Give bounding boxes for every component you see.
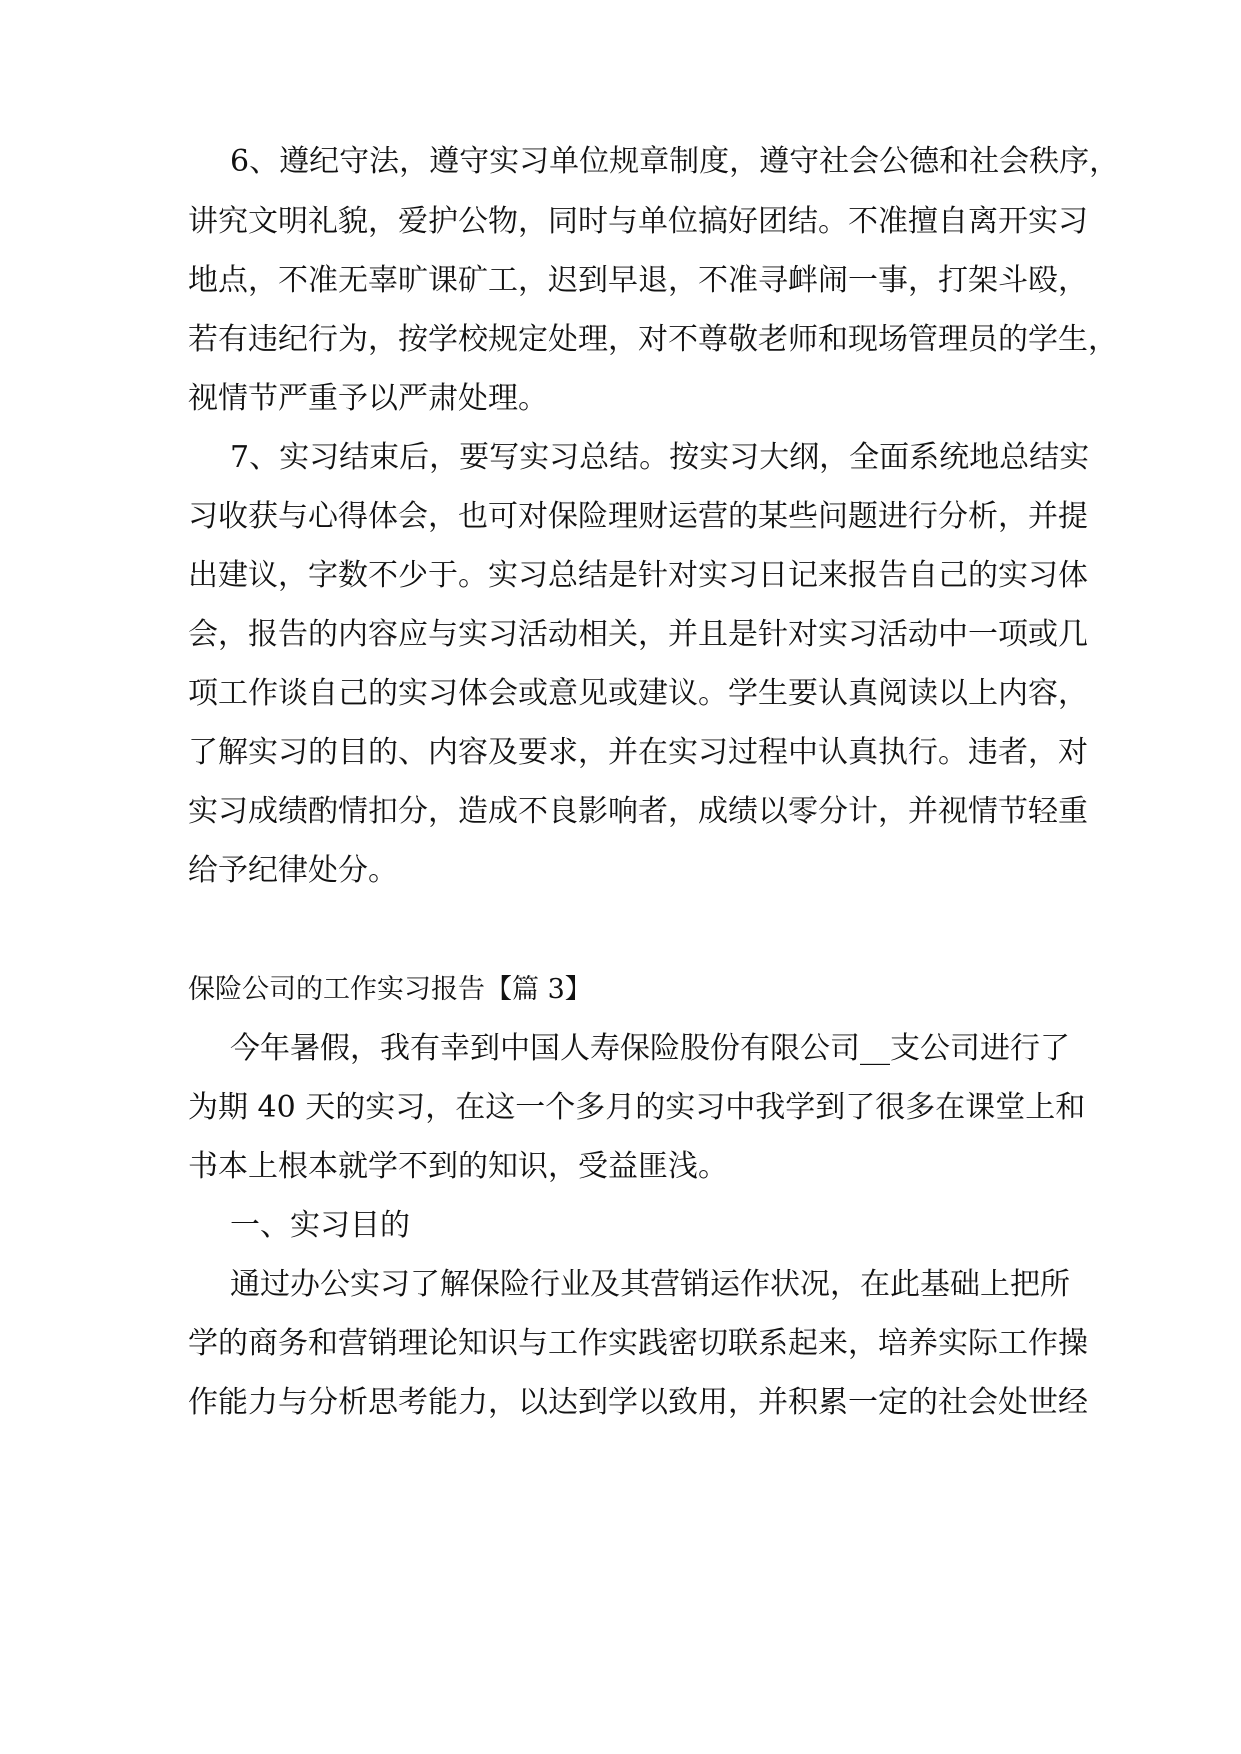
section-heading: 保险公司的工作实习报告【篇 3】 — [188, 974, 592, 1005]
intro-line-1: 今年暑假，我有幸到中国人寿保险股份有限公司__支公司进行了 — [230, 1031, 1070, 1066]
purpose-line-3: 作能力与分析思考能力，以达到学以致用，并积累一定的社会处世经 — [188, 1385, 1088, 1420]
paragraph-7-line-5: 项工作谈自己的实习体会或意见或建议。学生要认真阅读以上内容， — [188, 676, 1088, 711]
paragraph-7-line-8: 给予纪律处分。 — [188, 853, 398, 888]
purpose-line-1: 通过办公实习了解保险行业及其营销运作状况，在此基础上把所 — [230, 1267, 1070, 1302]
intro-line-2: 为期 40 天的实习，在这一个多月的实习中我学到了很多在课堂上和 — [188, 1090, 1086, 1125]
paragraph-7-line-2: 习收获与心得体会，也可对保险理财运营的某些问题进行分析，并提 — [188, 499, 1088, 534]
subheading-purpose: 一、实习目的 — [230, 1208, 410, 1243]
paragraph-7-line-1: 7、实习结束后，要写实习总结。按实习大纲，全面系统地总结实 — [230, 440, 1090, 475]
paragraph-6-line-4: 若有违纪行为，按学校规定处理，对不尊敬老师和现场管理员的学生， — [188, 322, 1118, 357]
paragraph-6-line-1: 6、遵纪守法，遵守实习单位规章制度，遵守社会公德和社会秩序， — [230, 144, 1120, 179]
paragraph-6-line-3: 地点，不准无辜旷课矿工，迟到早退，不准寻衅闹一事，打架斗殴， — [188, 263, 1088, 298]
paragraph-6-line-2: 讲究文明礼貌，爱护公物，同时与单位搞好团结。不准擅自离开实习 — [188, 204, 1088, 239]
paragraph-7-line-7: 实习成绩酌情扣分，造成不良影响者，成绩以零分计，并视情节轻重 — [188, 794, 1088, 829]
purpose-line-2: 学的商务和营销理论知识与工作实践密切联系起来，培养实际工作操 — [188, 1326, 1088, 1361]
paragraph-6-line-5: 视情节严重予以严肃处理。 — [188, 381, 548, 416]
paragraph-7-line-6: 了解实习的目的、内容及要求，并在实习过程中认真执行。违者，对 — [188, 735, 1088, 770]
intro-line-3: 书本上根本就学不到的知识，受益匪浅。 — [188, 1149, 728, 1184]
paragraph-7-line-3: 出建议，字数不少于。实习总结是针对实习日记来报告自己的实习体 — [188, 558, 1088, 593]
paragraph-7-line-4: 会，报告的内容应与实习活动相关，并且是针对实习活动中一项或几 — [188, 617, 1088, 652]
